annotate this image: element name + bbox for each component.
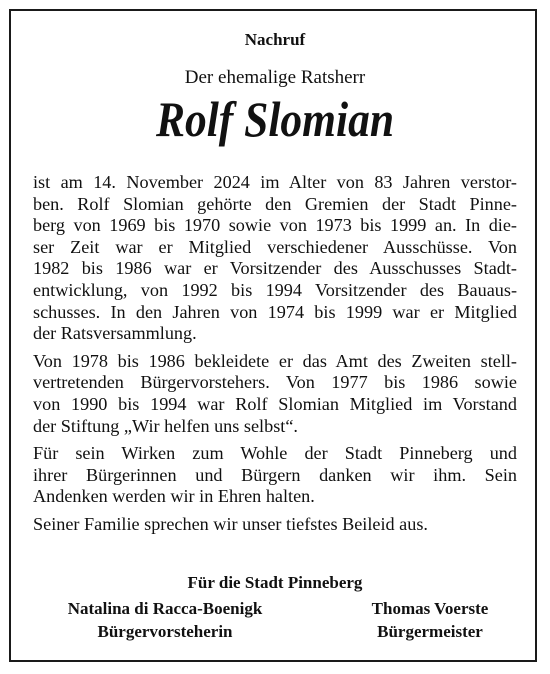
text-line: ser Zeit war er Mitglied verschiedener Ausschüsse. Von [33, 236, 517, 257]
signatory-name: Thomas Voerste [371, 599, 489, 618]
text-line: schusses. In den Jahren von 1974 bis 1999 war er Mitglied [33, 301, 517, 322]
text-line: Für sein Wirken zum Wohle der Stadt Pinneberg und [33, 443, 517, 464]
signatory-title: Bürgermeister [377, 622, 483, 641]
signature-left [40, 597, 290, 643]
text-line: ist am 14. November 2024 im Alter von 83 Jahren verstor- [33, 172, 517, 192]
deceased-name: Rolf Slomian [155, 91, 395, 147]
notice-body [33, 172, 517, 542]
notice-heading: Nachruf [244, 30, 306, 49]
text-line: vertretenden Bürgervorstehers. Von 1977 bis 1986 sowie [33, 372, 517, 393]
text-line: Andenken werden wir in Ehren halten. [33, 486, 315, 507]
signature-right [345, 597, 515, 643]
text-line: Seiner Familie sprechen wir unser tiefstes Beileid aus. [33, 513, 428, 534]
signature-organization: Für die Stadt Pinneberg [187, 573, 363, 592]
paragraph-3 [33, 443, 517, 508]
text-line: der Stiftung „Wir helfen uns selbst“. [33, 415, 298, 436]
text-line: berg von 1969 bis 1970 sowie von 1973 bis 1999 an. In die- [33, 215, 517, 236]
text-line: von 1990 bis 1994 war Rolf Slomian Mitglied im Vorstand [33, 393, 517, 414]
text-line: ihrer Bürgerinnen und Bürgern danken wir ihm. Sein [33, 464, 517, 485]
signatory-name: Natalina di Racca-Boenigk [67, 599, 263, 618]
paragraph-4 [33, 514, 517, 536]
notice-subtitle: Der ehemalige Ratsherr [184, 67, 366, 88]
text-line: entwicklung, von 1992 bis 1994 Vorsitzender des Bauaus- [33, 279, 517, 300]
text-line: Von 1978 bis 1986 bekleidete er das Amt des Zweiten stell- [33, 350, 517, 371]
signatory-title: Bürgervorsteherin [97, 622, 233, 641]
text-line: ben. Rolf Slomian gehörte den Gremien der Stadt Pinne- [33, 193, 517, 214]
paragraph-2 [33, 351, 517, 437]
paragraph-1 [33, 172, 517, 345]
text-line: der Ratsversammlung. [33, 323, 197, 344]
text-line: 1982 bis 1986 war er Vorsitzender des Ausschusses Stadt- [33, 258, 517, 279]
